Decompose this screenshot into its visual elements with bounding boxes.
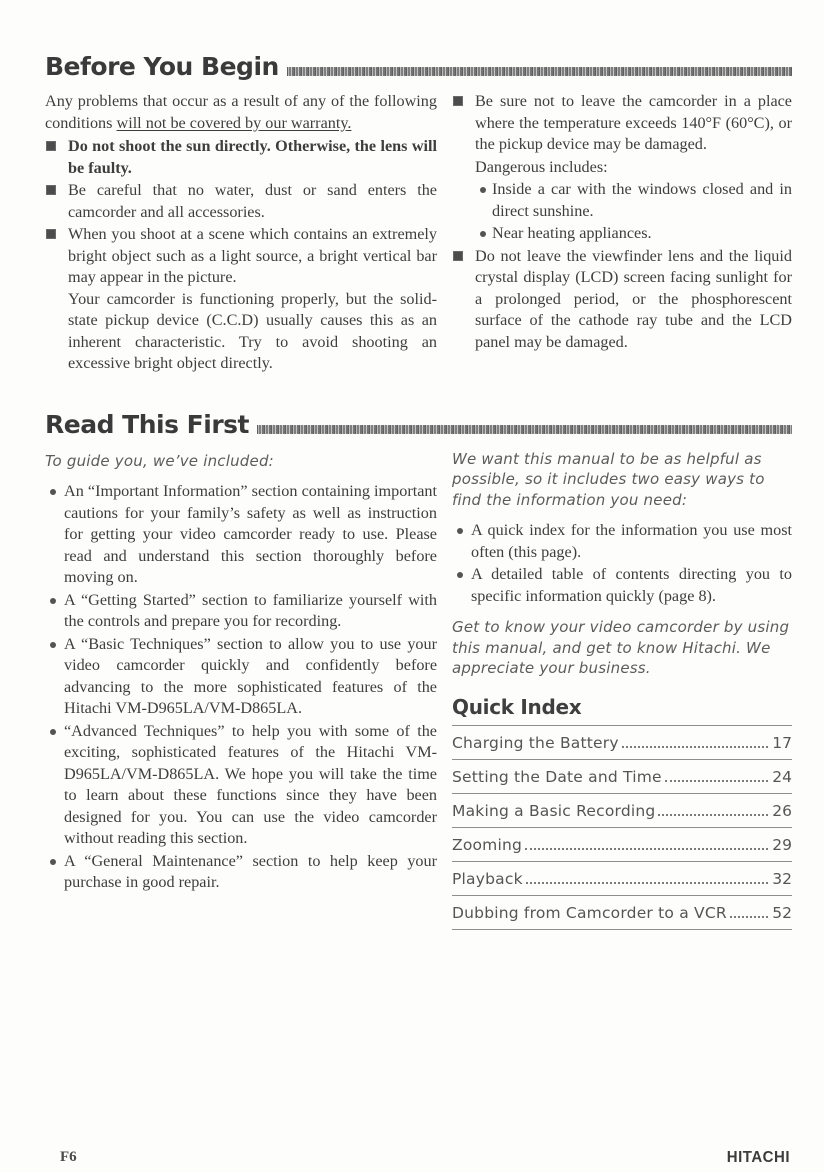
round-bullet-icon	[50, 598, 56, 604]
list-item-general-maintenance	[45, 851, 437, 894]
before-columns	[45, 91, 792, 376]
toc-note-text: A detailed table of contents directing you to specific information quickly (page 8).	[471, 565, 792, 605]
dot-leader	[730, 916, 768, 918]
entry-label: Zooming	[452, 835, 523, 854]
quick-index	[452, 695, 792, 930]
list-item-getting-started	[45, 590, 437, 633]
manual-sections-list	[45, 481, 437, 894]
decorative-rule	[287, 67, 792, 76]
quick-index-row-dubbing	[452, 896, 792, 930]
entry-page-number: 24	[772, 767, 792, 786]
before-heading-row	[45, 52, 792, 81]
round-bullet-icon	[480, 231, 486, 237]
water-warning-text: Be careful that no water, dust or sand enters the camcorder and all accessories.	[68, 181, 437, 221]
entry-label: Dubbing from Camcorder to a VCR	[452, 903, 727, 922]
entry-label: Setting the Date and Time	[452, 767, 662, 786]
read-first-title: Read This First	[45, 409, 249, 439]
warranty-underlined-text: will not be covered by our warranty.	[116, 113, 352, 132]
sun-warning-text: Do not shoot the sun directly. Otherwise, the lens will be faulty.	[68, 137, 437, 177]
list-item-basic-techniques	[45, 634, 437, 720]
square-bullet-icon	[46, 141, 56, 151]
entry-page-number: 29	[772, 835, 792, 854]
car-text: Inside a car with the windows closed and in direct sunshine.	[492, 180, 792, 220]
basic-techniques-text: A “Basic Techniques” section to allow you to use your video camcorder quickly and confidently before advancing to the more sophisticated features of the Hitachi VM-D965LA/VM-D865LA.	[64, 634, 437, 717]
before-title: Before You Begin	[45, 52, 279, 81]
before-left-list	[45, 136, 437, 375]
list-item-quick-index-note	[452, 520, 792, 563]
round-bullet-icon	[457, 572, 463, 578]
quick-index-row-zooming	[452, 828, 792, 862]
general-maintenance-text: A “General Maintenance” section to help keep your purchase in good repair.	[64, 851, 437, 891]
dot-leader	[658, 814, 768, 816]
quick-index-row-playback	[452, 862, 792, 896]
dot-leader	[665, 780, 768, 782]
before-left-column	[45, 91, 437, 376]
quick-index-row-charging	[452, 726, 792, 760]
entry-label: Playback	[452, 869, 523, 888]
quick-index-row-date-time	[452, 760, 792, 794]
warranty-text: Any problems that occur as a result of any of the following conditions	[45, 92, 437, 132]
round-bullet-icon	[457, 528, 463, 534]
find-info-list	[452, 520, 792, 607]
entry-page-number: 26	[772, 801, 792, 820]
section-read-this-first	[45, 410, 792, 930]
entry-label: Charging the Battery	[452, 733, 619, 752]
list-item-water-warning	[45, 180, 437, 223]
round-bullet-icon	[50, 729, 56, 735]
dot-leader	[526, 882, 769, 884]
dot-leader	[622, 746, 769, 748]
dot-leader	[525, 848, 768, 850]
list-item-car	[475, 179, 792, 222]
read-first-heading-row	[45, 410, 792, 439]
before-right-list	[452, 91, 792, 353]
list-item-lcd-warning	[452, 246, 792, 354]
quick-index-note-text: A quick index for the information you use most often (this page).	[471, 521, 792, 561]
square-bullet-icon	[453, 96, 463, 106]
dangerous-includes-label: Dangerous includes:	[475, 157, 608, 176]
square-bullet-icon	[453, 251, 463, 261]
entry-label: Making a Basic Recording	[452, 801, 656, 820]
before-right-column	[452, 91, 792, 376]
important-information-text: An “Important Information” section containing important cautions for your family’s safety as well as instruction for getting your video camcorder ready to use. Please read and understand this section thoroughly before moving on.	[64, 482, 437, 586]
hitachi-logo: HITACHI	[726, 1148, 790, 1167]
list-item-appliances	[475, 223, 792, 245]
lead-in-text: To guide you, we’ve included:	[45, 451, 274, 470]
list-item-sun-warning	[45, 136, 437, 179]
round-bullet-icon	[50, 642, 56, 648]
quick-index-table	[452, 725, 792, 930]
round-bullet-icon	[480, 187, 486, 193]
bright-object-continuation: Your camcorder is functioning properly, but the solid-state pickup device (C.C.D) usually causes this as an inherent characteristic. Try to avoid shooting an excessive bright object directly.	[68, 289, 437, 372]
list-item-important-information	[45, 481, 437, 589]
section-before-you-begin	[45, 52, 792, 376]
read-first-columns	[45, 449, 792, 930]
entry-page-number: 52	[772, 903, 792, 922]
list-item-advanced-techniques	[45, 721, 437, 850]
getting-started-text: A “Getting Started” section to familiarize yourself with the controls and prepare you for recording.	[64, 590, 437, 630]
lcd-warning-text: Do not leave the viewfinder lens and the liquid crystal display (LCD) screen facing sunlight for a prolonged period, or the phosphorescent surface of the cathode ray tube and the LCD panel may be damaged.	[475, 246, 792, 351]
decorative-rule	[257, 425, 792, 434]
round-bullet-icon	[50, 489, 56, 495]
entry-page-number: 32	[772, 869, 792, 888]
entry-page-number: 17	[772, 733, 792, 752]
bright-object-text: When you shoot at a scene which contains an extremely bright object such as a light source, a bright vertical bar may appear in the picture.	[68, 225, 437, 286]
warranty-paragraph	[45, 91, 437, 134]
list-item-toc-note	[452, 564, 792, 607]
quick-index-title: Quick Index	[452, 694, 582, 719]
dangerous-places-list	[475, 179, 792, 245]
round-bullet-icon	[50, 859, 56, 865]
helpful-manual-text: We want this manual to be as helpful as possible, so it includes two easy ways to find the information you need:	[452, 449, 765, 509]
heat-warning-text: Be sure not to leave the camcorder in a place where the temperature exceeds 140°F (60°C), or the pickup device may be damaged.	[475, 92, 792, 153]
read-first-right-column	[452, 449, 792, 930]
page-number: F6	[60, 1149, 77, 1165]
quick-index-row-recording	[452, 794, 792, 828]
advanced-techniques-text: “Advanced Techniques” to help you with some of the exciting, sophisticated features of the Hitachi VM-D965LA/VM-D865LA. We hope you will take the time to learn about these functions since they have been designed for you. You can use the video camcorder without reading this section.	[64, 721, 437, 847]
appliances-text: Near heating appliances.	[492, 224, 652, 242]
list-item-heat-warning	[452, 91, 792, 245]
list-item-bright-object	[45, 224, 437, 375]
square-bullet-icon	[46, 229, 56, 239]
square-bullet-icon	[46, 185, 56, 195]
read-first-left-column	[45, 449, 437, 930]
page-footer	[60, 1149, 790, 1166]
closing-text: Get to know your video camcorder by using this manual, and get to know Hitachi. We appreciate your business.	[452, 618, 790, 677]
